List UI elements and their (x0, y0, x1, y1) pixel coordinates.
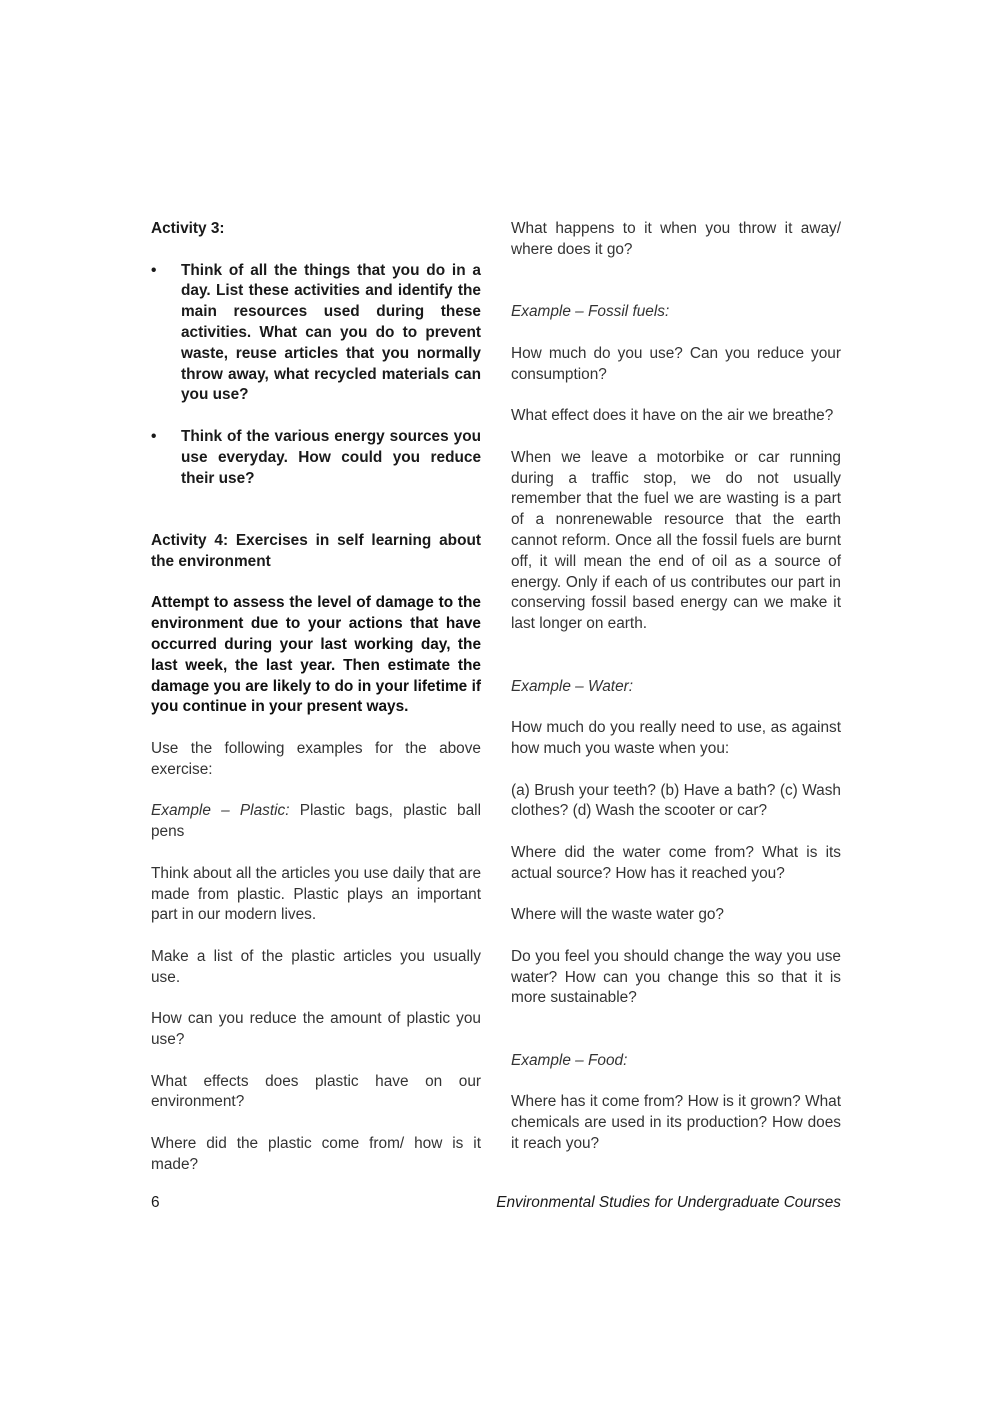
water-label: Example – Water: (511, 677, 634, 695)
activity-4-instructions: Attempt to assess the level of damage to the environment due to your actions that have occurred during your last working day, the last week, the last year. Then estimate the damage you are likely to do in your lifetime if you continue in your present ways. (151, 594, 481, 716)
activity-3-heading: Activity 3: (151, 220, 225, 237)
page-number: 6 (151, 1194, 160, 1211)
fossil-fuels-label: Example – Fossil fuels: (511, 303, 670, 321)
water-source-text: Where did the water come from? What is its actual source? How has it reached you? (511, 843, 841, 882)
bullet-icon: • (151, 261, 157, 279)
plastic-think-text: Think about all the articles you use daily that are made from plastic. Plastic plays an important part in our modern lives. (151, 864, 481, 924)
plastic-example-items: Plastic bags, plastic ball pens (151, 802, 481, 841)
activity-4-heading: Activity 4: Exercises in self learning about the environment (151, 531, 481, 570)
plastic-effects-text: What effects does plastic have on our environment? (151, 1072, 481, 1111)
bullet-icon: • (151, 427, 157, 445)
book-title: Environmental Studies for Undergraduate Courses (496, 1194, 841, 1211)
water-list-text: (a) Brush your teeth? (b) Have a bath? (c) Wash clothes? (d) Wash the scooter or car? (511, 781, 841, 820)
plastic-reduce-text: How can you reduce the amount of plastic you use? (151, 1010, 481, 1049)
right-column (511, 219, 841, 1176)
fossil-paragraph: When we leave a motorbike or car running during a traffic stop, we do not usually remember that the fuel we are wasting is a part of a nonrenewable resource that the earth cannot reform. Once all the fossil fuels are burnt off, it will mean the end of oil as a source of energy. Only if each of us contributes our part in conserving fossil based energy can we make it last longer on earth. (511, 448, 841, 633)
water-change-text: Do you feel you should change the way you use water? How can you change this so that it is more sustainable? (511, 947, 841, 1007)
plastic-list-text: Make a list of the plastic articles you usually use. (151, 947, 481, 986)
fossil-air-text: What effect does it have on the air we breathe? (511, 407, 834, 425)
list-item-text: Think of the various energy sources you use everyday. How could you reduce their use? (181, 427, 481, 487)
plastic-throw-text: What happens to it when you throw it away/ where does it go? (511, 220, 841, 258)
list-item (151, 427, 481, 489)
plastic-origin-text: Where did the plastic come from/ how is it made? (151, 1135, 481, 1173)
plastic-example (151, 801, 481, 843)
plastic-example-label: Example – Plastic: (151, 802, 290, 820)
food-questions-text: Where has it come from? How is it grown? What chemicals are used in its production? How does it reach you? (511, 1093, 841, 1153)
use-examples-text: Use the following examples for the above exercise: (151, 739, 481, 778)
fossil-use-text: How much do you use? Can you reduce your consumption? (511, 344, 841, 383)
food-label: Example – Food: (511, 1051, 628, 1069)
list-item (151, 261, 481, 407)
activity-3-list (151, 261, 481, 490)
water-waste-text: Where will the waste water go? (511, 906, 724, 924)
left-column (151, 219, 481, 1196)
water-need-text: How much do you really need to use, as against how much you waste when you: (511, 719, 841, 757)
list-item-text: Think of all the things that you do in a day. List these activities and identify the main resources used during these activities. What can you do to prevent waste, reuse articles that you normally throw away, what recycled materials can you use? (181, 261, 481, 404)
